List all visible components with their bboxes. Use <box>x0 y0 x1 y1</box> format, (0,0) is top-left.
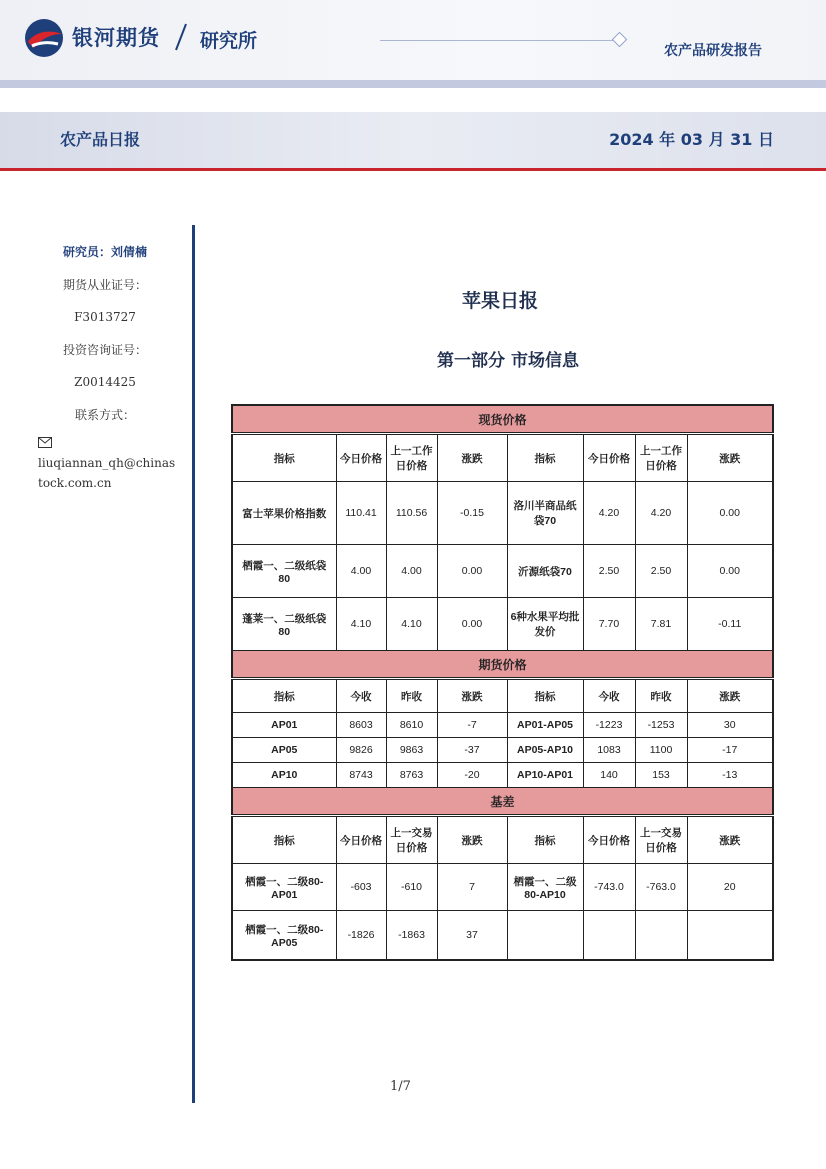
section-header-spot: 现货价格 <box>232 405 773 434</box>
column-header: 今收 <box>583 679 635 713</box>
table-cell: 110.41 <box>336 482 386 545</box>
column-header: 上一工作日价格 <box>635 434 687 482</box>
table-header-row <box>232 816 773 864</box>
table-row <box>232 713 773 738</box>
table-cell: 4.20 <box>583 482 635 545</box>
table-cell: 8603 <box>336 713 386 738</box>
contact-email[interactable] <box>30 433 180 493</box>
table-cell: -13 <box>687 763 773 788</box>
sidebar-divider <box>192 225 195 1103</box>
page-number: 1/7 <box>390 1079 411 1094</box>
table-cell: 8610 <box>386 713 437 738</box>
column-header: 指标 <box>507 679 583 713</box>
table-cell: 6种水果平均批发价 <box>507 598 583 651</box>
market-info-table <box>231 404 774 961</box>
table-cell: -7 <box>437 713 507 738</box>
galaxy-logo-icon <box>22 16 66 60</box>
table-cell: 30 <box>687 713 773 738</box>
email-line-1: liuqiannan_qh@chinas <box>38 456 176 470</box>
section-title: 第一部分 市场信息 <box>437 351 579 371</box>
report-date: 2024 年 03 月 31 日 <box>609 130 774 149</box>
column-header: 昨收 <box>635 679 687 713</box>
table-cell: -0.15 <box>437 482 507 545</box>
table-cell: -1826 <box>336 911 386 961</box>
institute-name: 研究所 <box>200 30 258 52</box>
consult-number: Z0014425 <box>74 375 136 389</box>
column-header: 上一交易日价格 <box>386 816 437 864</box>
table-cell: 1083 <box>583 738 635 763</box>
table-cell: 7.70 <box>583 598 635 651</box>
column-header: 涨跌 <box>687 816 773 864</box>
header-divider <box>0 168 826 171</box>
table-cell: 2.50 <box>583 545 635 598</box>
table-cell: -603 <box>336 864 386 911</box>
table-cell: 0.00 <box>687 545 773 598</box>
email-line-2: tock.com.cn <box>38 476 112 490</box>
license-number: F3013727 <box>74 310 136 324</box>
column-header: 今日价格 <box>583 816 635 864</box>
table-cell: 0.00 <box>437 545 507 598</box>
brand-name: 银河期货 <box>72 26 160 50</box>
table-cell: 140 <box>583 763 635 788</box>
table-cell: 4.10 <box>386 598 437 651</box>
table-header-row <box>232 679 773 713</box>
table-cell: 9826 <box>336 738 386 763</box>
section-header-futures: 期货价格 <box>232 651 773 679</box>
column-header: 今收 <box>336 679 386 713</box>
table-cell: AP05 <box>232 738 336 763</box>
table-cell: 4.00 <box>386 545 437 598</box>
table-cell: 8763 <box>386 763 437 788</box>
table-cell: 沂源纸袋70 <box>507 545 583 598</box>
column-header: 涨跌 <box>437 816 507 864</box>
table-cell: -17 <box>687 738 773 763</box>
contact-label: 联系方式： <box>74 407 135 422</box>
table-cell: 富士苹果价格指数 <box>232 482 336 545</box>
column-header: 上一交易日价格 <box>635 816 687 864</box>
table-cell: 2.50 <box>635 545 687 598</box>
table-cell: 4.00 <box>336 545 386 598</box>
table-cell <box>507 911 583 961</box>
report-title: 苹果日报 <box>461 290 538 312</box>
table-cell: 洛川半商品纸袋70 <box>507 482 583 545</box>
column-header: 指标 <box>507 434 583 482</box>
column-header: 今日价格 <box>336 816 386 864</box>
table-cell: 0.00 <box>687 482 773 545</box>
table-cell <box>635 911 687 961</box>
table-cell: -1253 <box>635 713 687 738</box>
table-cell: -20 <box>437 763 507 788</box>
table-cell <box>687 911 773 961</box>
table-cell: 7.81 <box>635 598 687 651</box>
researcher-name: 研究员：刘倩楠 <box>62 245 147 259</box>
table-cell: AP10-AP01 <box>507 763 583 788</box>
table-header-row <box>232 434 773 482</box>
column-header: 指标 <box>232 816 336 864</box>
consult-label: 投资咨询证号： <box>62 342 147 357</box>
table-cell: 4.20 <box>635 482 687 545</box>
table-cell: 0.00 <box>437 598 507 651</box>
table-row <box>232 738 773 763</box>
column-header: 涨跌 <box>687 679 773 713</box>
table-row <box>232 545 773 598</box>
table-cell: AP01 <box>232 713 336 738</box>
table-cell: AP10 <box>232 763 336 788</box>
column-header: 昨收 <box>386 679 437 713</box>
decorative-line <box>380 40 616 41</box>
table-cell: 4.10 <box>336 598 386 651</box>
header-band <box>0 80 826 88</box>
table-cell: AP05-AP10 <box>507 738 583 763</box>
table-row <box>232 763 773 788</box>
column-header: 上一工作日价格 <box>386 434 437 482</box>
table-row <box>232 911 773 961</box>
table-cell: 9863 <box>386 738 437 763</box>
table-cell: 110.56 <box>386 482 437 545</box>
column-header: 指标 <box>232 434 336 482</box>
column-header: 涨跌 <box>687 434 773 482</box>
table-cell: 20 <box>687 864 773 911</box>
table-cell: -743.0 <box>583 864 635 911</box>
table-cell: 栖霞一、二级80-AP05 <box>232 911 336 961</box>
table-cell: AP01-AP05 <box>507 713 583 738</box>
table-cell <box>583 911 635 961</box>
column-header: 指标 <box>507 816 583 864</box>
table-cell: 7 <box>437 864 507 911</box>
table-cell: 栖霞一、二级80-AP10 <box>507 864 583 911</box>
brand-separator <box>174 22 188 52</box>
license-label: 期货从业证号： <box>62 277 147 292</box>
table-cell: -1223 <box>583 713 635 738</box>
column-header: 指标 <box>232 679 336 713</box>
section-header-basis: 基差 <box>232 788 773 816</box>
table-row <box>232 598 773 651</box>
table-cell: -610 <box>386 864 437 911</box>
table-cell: 8743 <box>336 763 386 788</box>
author-sidebar <box>30 238 180 493</box>
table-cell: 1100 <box>635 738 687 763</box>
table-cell: 37 <box>437 911 507 961</box>
column-header: 涨跌 <box>437 679 507 713</box>
table-cell: -0.11 <box>687 598 773 651</box>
table-row <box>232 864 773 911</box>
table-cell: -1863 <box>386 911 437 961</box>
table-cell: 栖霞一、二级80-AP01 <box>232 864 336 911</box>
table-cell: 栖霞一、二级纸袋 80 <box>232 545 336 598</box>
column-header: 今日价格 <box>336 434 386 482</box>
report-type: 农产品研发报告 <box>664 43 762 59</box>
envelope-icon <box>38 437 52 448</box>
table-cell: 蓬莱一、二级纸袋 80 <box>232 598 336 651</box>
column-header: 今日价格 <box>583 434 635 482</box>
report-subtitle: 农产品日报 <box>60 130 141 149</box>
table-cell: -37 <box>437 738 507 763</box>
column-header: 涨跌 <box>437 434 507 482</box>
table-row <box>232 482 773 545</box>
table-cell: -763.0 <box>635 864 687 911</box>
table-cell: 153 <box>635 763 687 788</box>
